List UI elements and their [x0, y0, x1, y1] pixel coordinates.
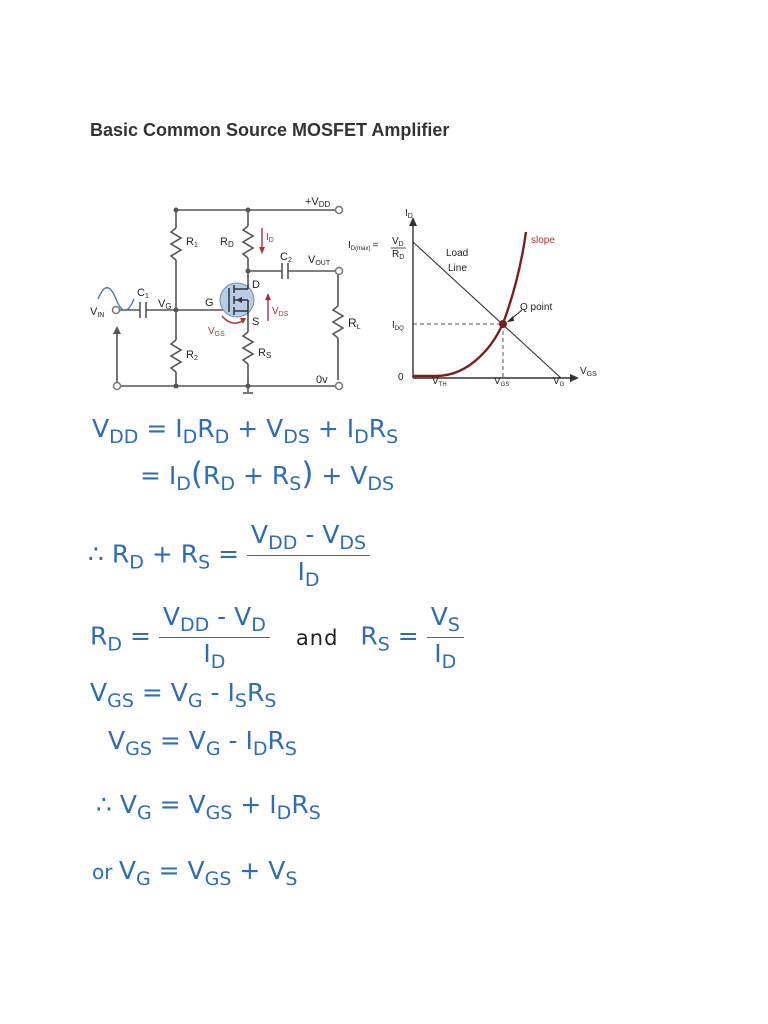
rd-label: RD — [220, 236, 234, 249]
drain-label: D — [252, 279, 260, 291]
equation-4: $R_D$ = $\frac{V_{DD} - V_D}{I_D}$ and $R_S$ = $\frac{V_S}{I_D}$ — [90, 602, 464, 673]
vout-label: VOUT — [308, 254, 331, 267]
equation-5: $V_{GS} = V_G - I_SR_S$ — [90, 678, 277, 712]
vd-frac-num: $V_D$ — [392, 236, 404, 248]
equation-8: or $V_G = V_{GS} + V_S$ — [92, 856, 298, 890]
equation-3: ∴ $R_D + R_S$ = $\frac{V_{DD} - V_{DS}}{I_D}$ — [88, 520, 370, 591]
equation-6: $V_{GS} = V_G - I_DR_S$ — [108, 726, 297, 760]
graph-x-axis-label: $V_{GS}$ — [580, 366, 597, 378]
vgs-tick-label: $V_{GS}$ — [494, 376, 510, 388]
zero-volt-label: 0v — [316, 374, 328, 386]
id-label: $I_D$ — [266, 232, 274, 244]
equation-2: = $I_D(R_D + R_S) + V_{DS}$ — [140, 456, 395, 495]
r2-label: R2 — [186, 349, 198, 362]
rl-label: RL — [348, 316, 361, 331]
load-line-label-2: Line — [448, 263, 467, 274]
r1-label: R1 — [186, 236, 198, 249]
vg-label: VG — [158, 298, 172, 311]
circuit-diagram — [80, 190, 380, 400]
idmax-label: $I_{D(max)}$ = — [348, 240, 379, 252]
gate-label: G — [205, 297, 214, 309]
vin-label: VIN — [90, 306, 105, 319]
vds-label: $V_{DS}$ — [272, 306, 289, 318]
idq-label: $I_{DQ}$ — [392, 320, 404, 332]
vgs-label: $V_{GS}$ — [208, 326, 225, 338]
vd-frac-den: $R_D$ — [392, 249, 405, 261]
load-line-label-1: Load — [446, 248, 469, 259]
vth-label: $V_{TH}$ — [432, 376, 447, 388]
c1-label: C1 — [137, 287, 149, 300]
rs-label: RS — [258, 347, 272, 360]
source-label: S — [252, 316, 260, 328]
vdd-label: +VDD — [305, 196, 331, 209]
c2-label: C2 — [280, 251, 292, 264]
equation-7: ∴ $V_G = V_{GS} + I_DR_S$ — [96, 790, 321, 824]
slope-label: slope — [531, 235, 555, 246]
vg-tick-label: $V_G$ — [553, 376, 565, 388]
page-title: Basic Common Source MOSFET Amplifier — [90, 120, 450, 140]
origin-label: 0 — [398, 372, 404, 383]
equation-1: $V_{DD} = I_DR_D + V_{DS} + I_DR_S$ — [92, 414, 399, 448]
graph-y-axis-label: $I_D$ — [405, 208, 413, 220]
q-point-label: Q point — [520, 302, 553, 313]
transfer-graph — [340, 200, 600, 400]
